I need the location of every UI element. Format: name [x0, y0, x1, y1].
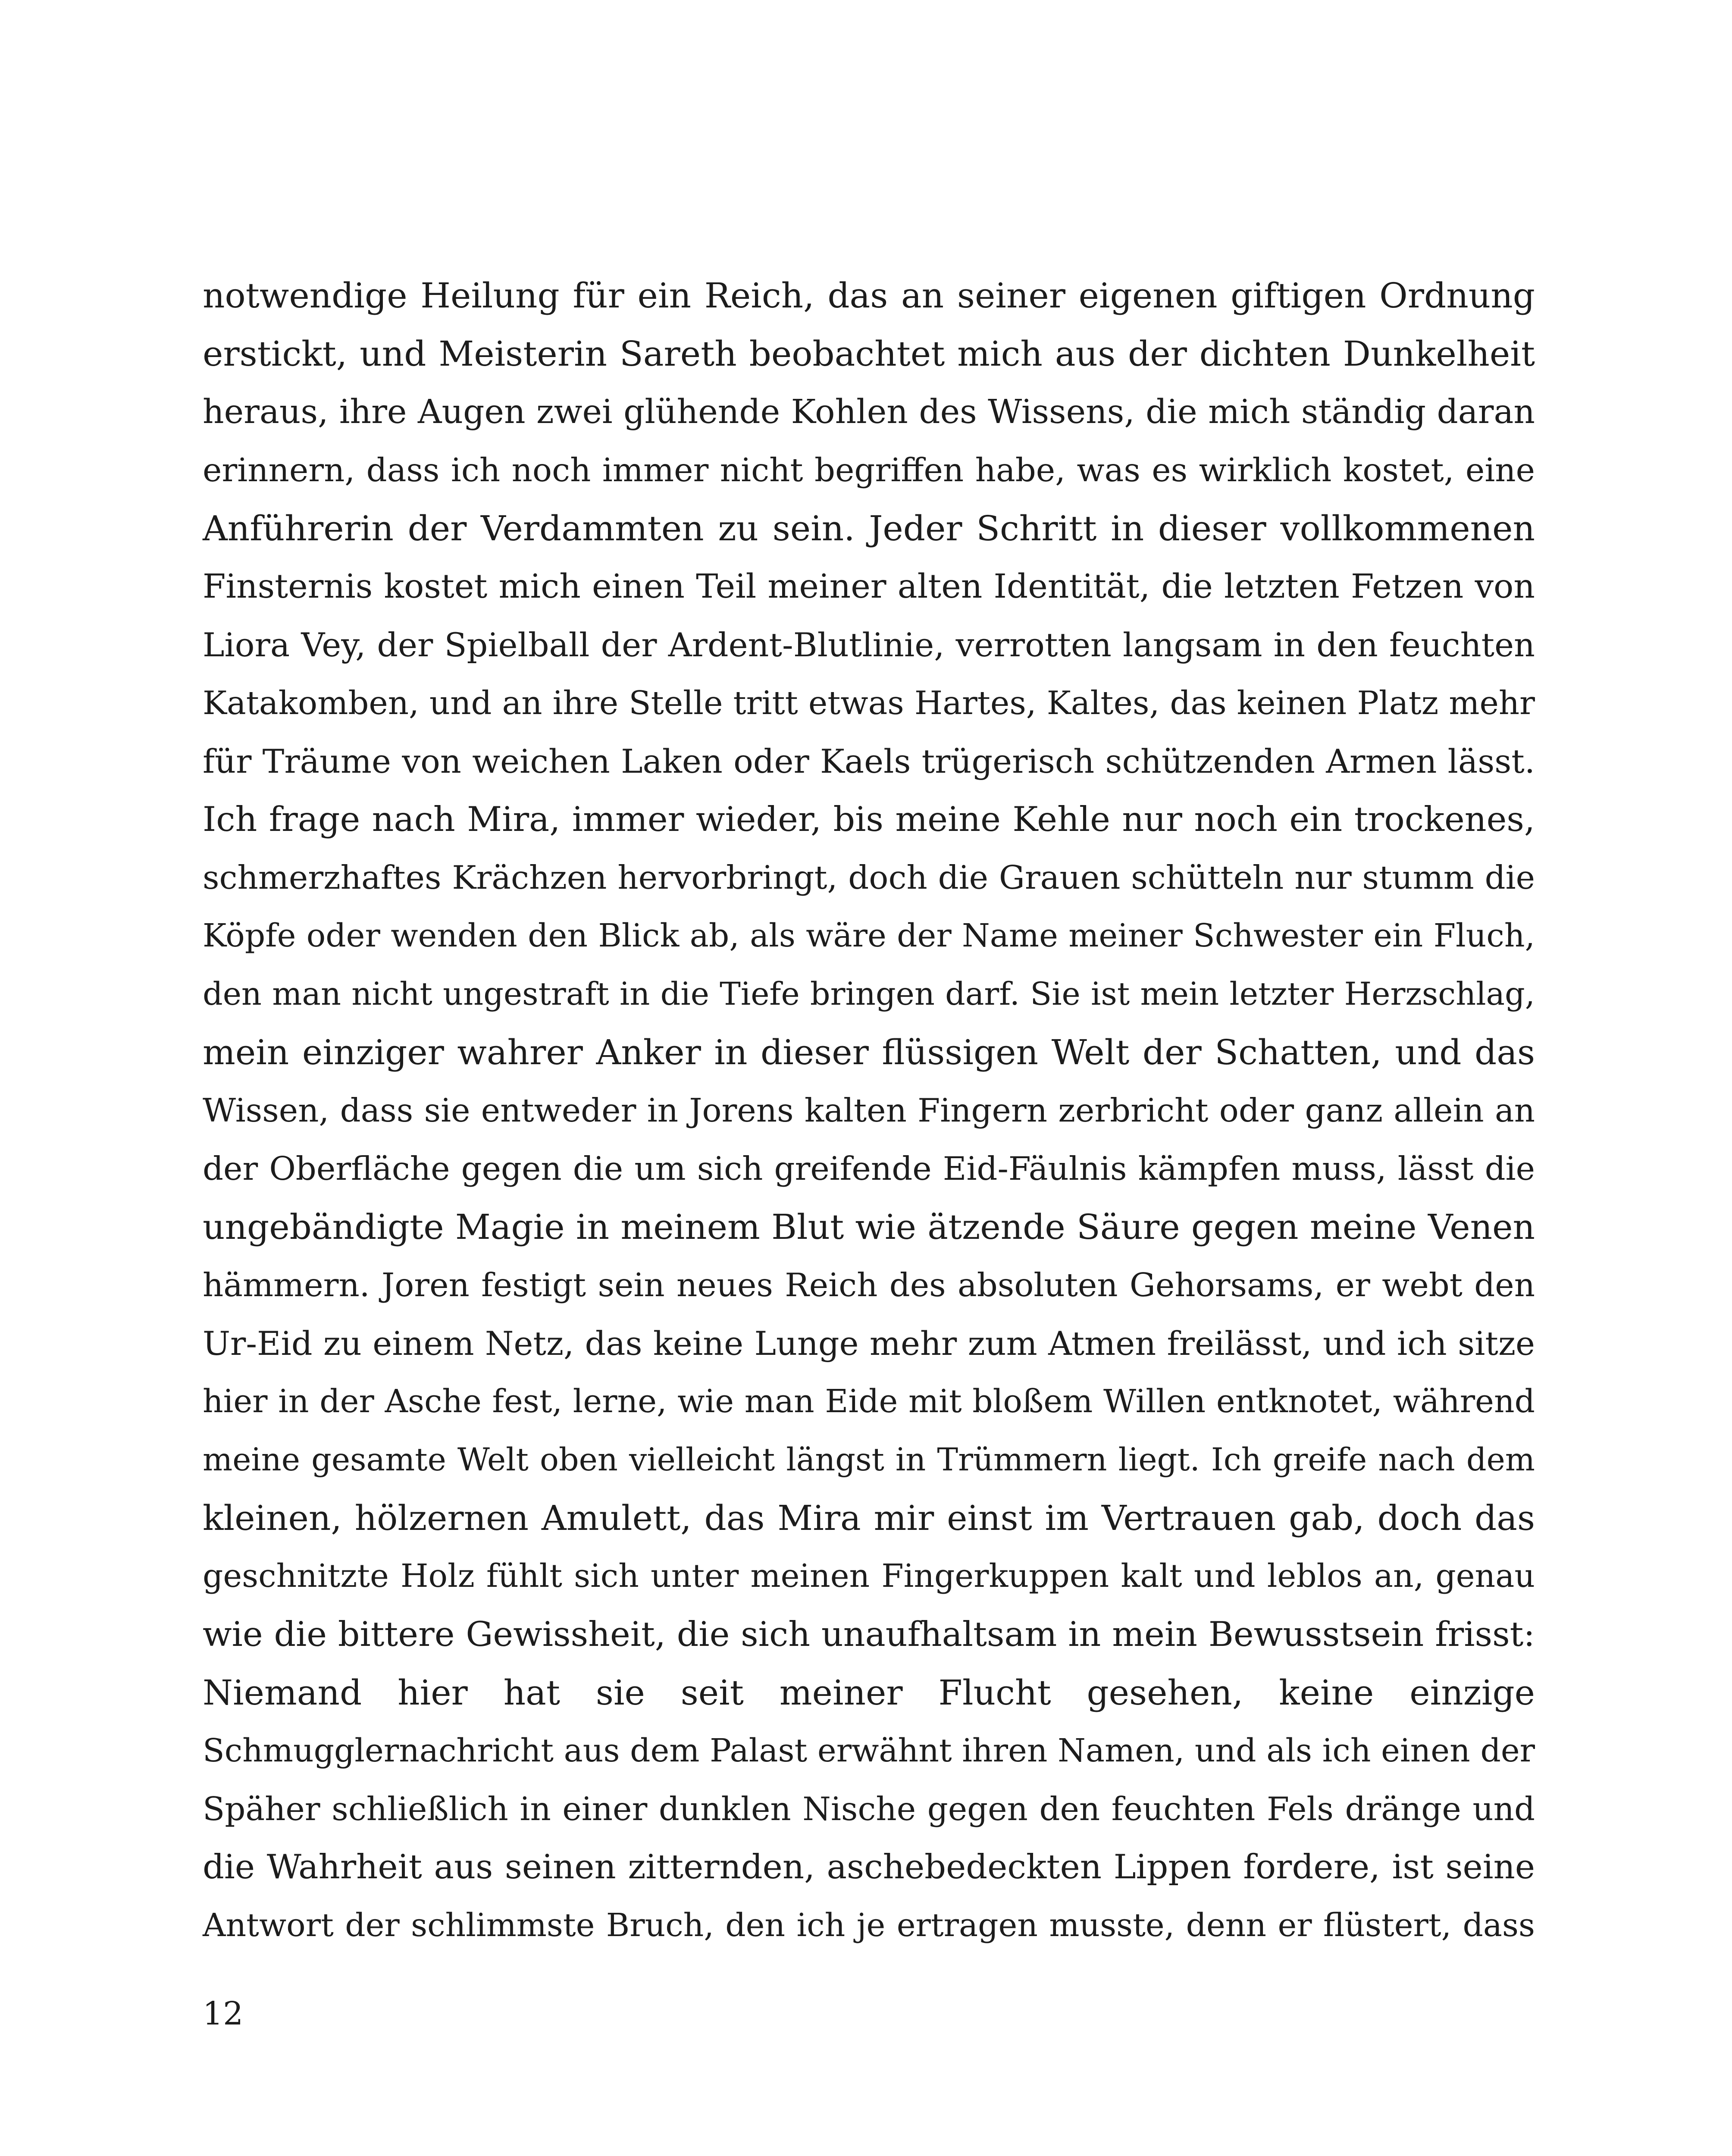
text-line: erinnern, dass ich noch immer nicht begriffen habe, was es wirklich kostet, eine — [203, 451, 1535, 489]
text-line: meine gesamte Welt oben vielleicht längst in Trümmern liegt. Ich greife nach dem — [203, 1442, 1535, 1478]
text-line: Ur-Eid zu einem Netz, das keine Lunge mehr zum Atmen freilässt, und ich sitze — [203, 1324, 1535, 1363]
text-line: Finsternis kostet mich einen Teil meiner alten Identität, die letzten Fetzen von — [203, 567, 1535, 606]
text-line: Wissen, dass sie entweder in Jorens kalten Fingern zerbricht oder ganz allein an — [203, 1091, 1535, 1129]
text-line: den man nicht ungestraft in die Tiefe bringen darf. Sie ist mein letzter Herzschlag, — [203, 976, 1535, 1012]
text-line: die Wahrheit aus seinen zitternden, aschebedeckten Lippen fordere, ist seine — [203, 1848, 1535, 1887]
text-line: Ich frage nach Mira, immer wieder, bis meine Kehle nur noch ein trockenes, — [203, 799, 1535, 839]
text-line: notwendige Heilung für ein Reich, das an seiner eigenen giftigen Ordnung — [203, 276, 1535, 316]
page-number: 12 — [203, 1995, 244, 2032]
body-text — [203, 266, 1535, 1955]
text-line: mein einziger wahrer Anker in dieser flüssigen Welt der Schatten, und das — [203, 1032, 1535, 1072]
text-line: der Oberfläche gegen die um sich greifende Eid-Fäulnis kämpfen muss, lässt die — [203, 1150, 1535, 1188]
text-line: hier in der Asche fest, lerne, wie man Eide mit bloßem Willen entknotet, während — [203, 1383, 1535, 1420]
text-line: Liora Vey, der Spielball der Ardent-Blutlinie, verrotten langsam in den feuchten — [203, 626, 1535, 664]
text-line: ungebändigte Magie in meinem Blut wie ätzende Säure gegen meine Venen — [203, 1207, 1535, 1247]
text-line: Katakomben, und an ihre Stelle tritt etwas Hartes, Kaltes, das keinen Platz mehr — [203, 684, 1535, 722]
text-line: Anführerin der Verdammten zu sein. Jeder Schritt in dieser vollkommenen — [203, 508, 1535, 548]
text-line: wie die bittere Gewissheit, die sich unaufhaltsam in mein Bewusstsein frisst: — [203, 1614, 1535, 1654]
text-line: Späher schließlich in einer dunklen Nische gegen den feuchten Fels dränge und — [203, 1790, 1535, 1828]
text-line: kleinen, hölzernen Amulett, das Mira mir einst im Vertrauen gab, doch das — [203, 1498, 1535, 1538]
text-line: Niemand hier hat sie seit meiner Flucht gesehen, keine einzige — [203, 1673, 1535, 1713]
text-line: hämmern. Joren festigt sein neues Reich des absoluten Gehorsams, er webt den — [203, 1266, 1535, 1304]
text-line: schmerzhaftes Krächzen hervorbringt, doch die Grauen schütteln nur stumm die — [203, 859, 1535, 896]
text-line: heraus, ihre Augen zwei glühende Kohlen des Wissens, die mich ständig daran — [203, 393, 1535, 431]
text-line: erstickt, und Meisterin Sareth beobachtet mich aus der dichten Dunkelheit — [203, 334, 1535, 374]
text-line: Köpfe oder wenden den Blick ab, als wäre der Name meiner Schwester ein Fluch, — [203, 917, 1535, 954]
text-line: geschnitzte Holz fühlt sich unter meinen Fingerkuppen kalt und leblos an, genau — [203, 1557, 1535, 1595]
text-line: für Träume von weichen Laken oder Kaels trügerisch schützenden Armen lässt. — [203, 742, 1535, 780]
text-line: Antwort der schlimmste Bruch, den ich je ertragen musste, denn er flüstert, dass — [203, 1907, 1535, 1944]
text-line: Schmugglernachricht aus dem Palast erwähnt ihren Namen, und als ich einen der — [203, 1732, 1535, 1769]
